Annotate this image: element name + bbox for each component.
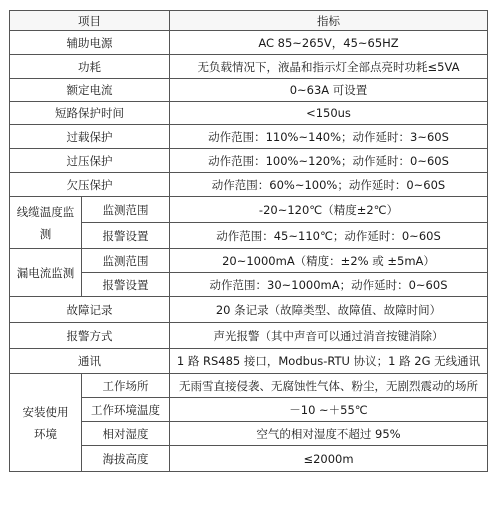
table-row [10,422,488,446]
env-item-label: 工作环境温度 [82,398,170,422]
spec-table [9,10,488,472]
leak-alarm-label: 报警设置 [82,273,170,297]
row-value: 动作范围：110%~140%；动作延时：3~60S [170,125,488,149]
row-label: 故障记录 [10,297,170,323]
row-value: AC 85~265V，45~65HZ [170,31,488,55]
env-item-label: 相对湿度 [82,422,170,446]
row-label: 通讯 [10,349,170,374]
row-value: 动作范围：100%~120%；动作延时：0~60S [170,149,488,173]
table-row [10,55,488,79]
header-item: 项目 [10,11,170,31]
temp-monitor-label: 线缆温度监测 [10,197,82,249]
table-row [10,173,488,197]
row-label: 欠压保护 [10,173,170,197]
env-item-value: －10 ~＋55℃ [170,398,488,422]
table-row [10,349,488,374]
header-spec: 指标 [170,11,488,31]
table-row [10,297,488,323]
row-label: 报警方式 [10,323,170,349]
row-value: 0~63A 可设置 [170,79,488,102]
row-label: 短路保护时间 [10,102,170,125]
table-row [10,197,488,223]
temp-range-label: 监测范围 [82,197,170,223]
row-label: 功耗 [10,55,170,79]
table-header-row [10,11,488,31]
row-value: 声光报警（其中声音可以通过消音按键消除） [170,323,488,349]
row-value: <150us [170,102,488,125]
table-row [10,149,488,173]
row-value: 1 路 RS485 接口，Modbus-RTU 协议；1 路 2G 无线通讯 [170,349,488,374]
table-row [10,446,488,472]
table-row [10,125,488,149]
row-label: 额定电流 [10,79,170,102]
temp-alarm-label: 报警设置 [82,223,170,249]
table-row [10,374,488,398]
env-item-value: 空气的相对湿度不超过 95% [170,422,488,446]
row-value: 动作范围：60%~100%；动作延时：0~60S [170,173,488,197]
row-label: 辅助电源 [10,31,170,55]
env-item-value: 无雨雪直接侵袭、无腐蚀性气体、粉尘，无剧烈震动的场所 [170,374,488,398]
env-item-label: 工作场所 [82,374,170,398]
leak-range-value: 20~1000mA（精度：±2% 或 ±5mA） [170,249,488,273]
row-value: 20 条记录（故障类型、故障值、故障时间） [170,297,488,323]
table-row [10,249,488,273]
env-label: 安装使用环境 [10,374,82,472]
env-item-label: 海拔高度 [82,446,170,472]
table-row [10,398,488,422]
row-value: 无负载情况下，液晶和指示灯全部点亮时功耗≤5VA [170,55,488,79]
row-label: 过压保护 [10,149,170,173]
table-row [10,223,488,249]
row-label: 过载保护 [10,125,170,149]
leak-alarm-value: 动作范围：30~1000mA；动作延时：0~60S [170,273,488,297]
env-item-value: ≤2000m [170,446,488,472]
table-row [10,273,488,297]
temp-range-value: -20~120℃（精度±2℃） [170,197,488,223]
leak-range-label: 监测范围 [82,249,170,273]
table-row [10,323,488,349]
leak-monitor-label: 漏电流监测 [10,249,82,297]
table-row [10,79,488,102]
table-row [10,31,488,55]
temp-alarm-value: 动作范围：45~110℃；动作延时：0~60S [170,223,488,249]
table-row [10,102,488,125]
